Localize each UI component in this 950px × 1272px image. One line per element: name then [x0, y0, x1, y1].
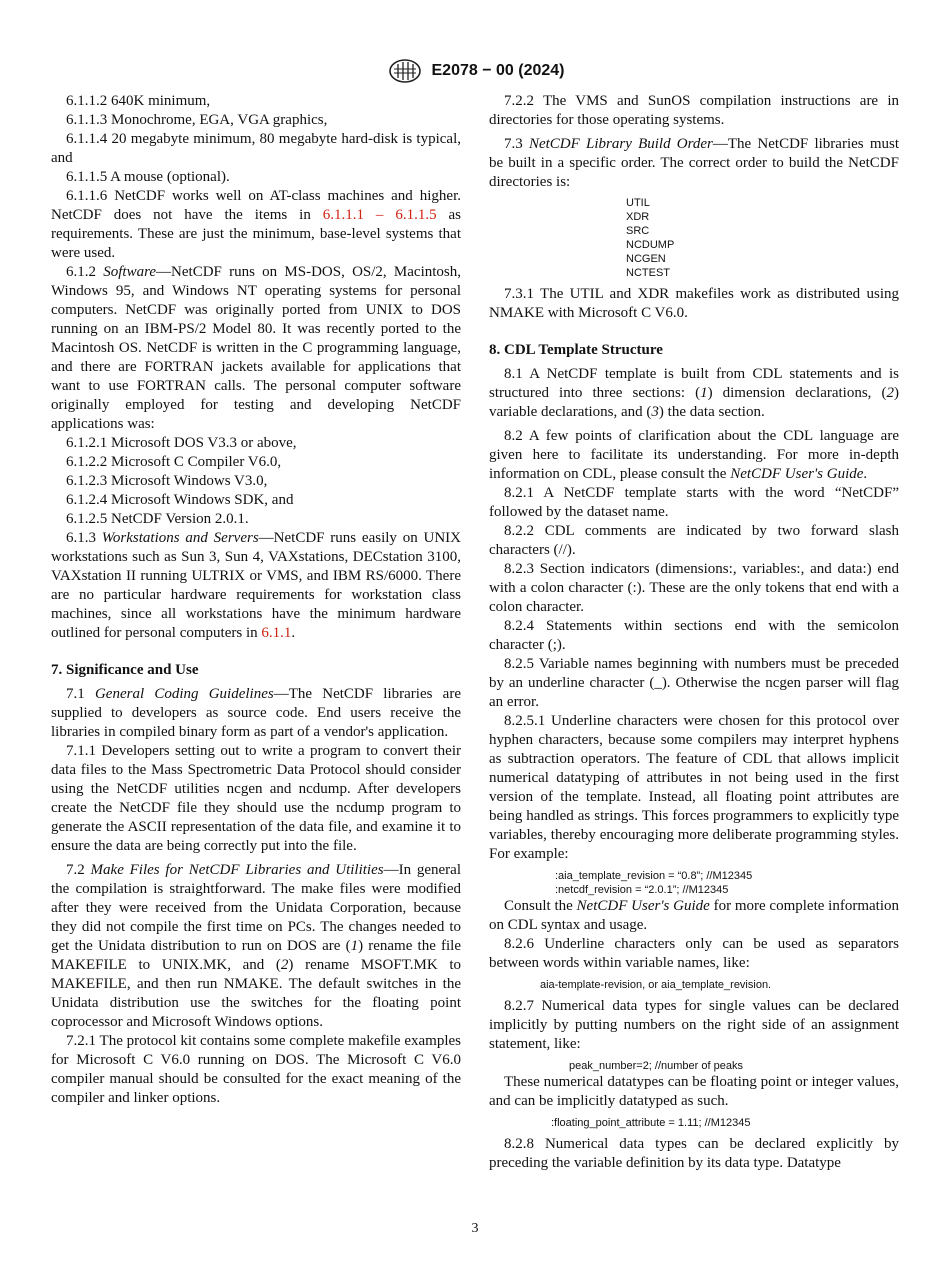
paragraph: 8.2.1 A NetCDF template starts with the word “NetCDF” followed by the dataset name. — [489, 485, 899, 520]
section-heading: 8. CDL Template Structure — [489, 342, 663, 358]
astm-logo-icon — [386, 57, 424, 85]
paragraph: 8.2.4 Statements within sections end with the semicolon character (;). — [489, 618, 899, 653]
subsection-title: Workstations and Servers — [101, 530, 259, 546]
paragraph: 7.2.1 The protocol kit contains some complete makefile examples for Microsoft C V6.0 running on DOS. The Microsoft C V6.0 compiler manual should be consulted for the exact meaning of the compiler and linker options. — [51, 1033, 461, 1106]
paragraph: These numerical datatypes can be floating point or integer values, and can be implicitly datatyped as such. — [489, 1074, 899, 1109]
paragraph: 6.1.1.4 20 megabyte minimum, 80 megabyte hard-disk is typical, and — [51, 131, 461, 166]
paragraph: 6.1.1.6 NetCDF works well on AT-class machines and higher. NetCDF does not have the items in 6.1.1.1 – 6.1.1.5 as requirements. These are just the minimum, base-level systems that were used. — [51, 188, 462, 261]
paragraph: 8.2.5.1 Underline characters were chosen for this protocol over hyphen characters, because some compilers may interpret hyphens as subtraction operators. The feature of CDL that allows implicit numerical datatyping of attributes in not being used in the first version of the template. Instead, all floating point attributes are being handled as strings. This forces programmers to explicitly type variables, thereby encouraging more deliberate programming styles. For example: — [489, 713, 899, 862]
paragraph: 7.1 General Coding Guidelines—The NetCDF libraries are supplied to developers as source code. End users receive the libraries in compiled binary form as part of a vendor's application. — [51, 686, 461, 740]
paragraph: 6.1.2.4 Microsoft Windows SDK, and — [66, 492, 294, 508]
section-heading: 7. Significance and Use — [51, 662, 199, 678]
code-line: :netcdf_revision = “2.0.1”; //M12345 — [555, 884, 729, 896]
paragraph: 8.2.3 Section indicators (dimensions:, variables:, and data:) end with a colon character (:). These are the only tokens that end with a colon character. — [489, 561, 899, 615]
cross-reference-link[interactable]: 6.1.1 — [261, 625, 292, 641]
paragraph: 8.1 A NetCDF template is built from CDL statements and is structured into three sections: (1) dimension declarations, (2) variable declarations, and (3) the data section. — [489, 366, 899, 420]
subsection-title: NetCDF Library Build Order — [528, 136, 713, 152]
subsection-title: Make Files for NetCDF Libraries and Utilities — [90, 862, 384, 878]
page-number: 3 — [471, 1221, 479, 1236]
list-item: NCTEST — [626, 267, 670, 279]
paragraph: 7.3.1 The UTIL and XDR makefiles work as distributed using NMAKE with Microsoft C V6.0. — [489, 286, 899, 321]
paragraph: 6.1.1.5 A mouse (optional). — [66, 169, 230, 185]
list-item: SRC — [626, 225, 650, 237]
document-title: NetCDF User's Guide — [730, 466, 864, 482]
list-item: NCDUMP — [626, 239, 675, 251]
code-example — [555, 869, 899, 897]
standard-designation: E2078 − 00 (2024) — [431, 62, 565, 79]
paragraph: 7.2.2 The VMS and SunOS compilation instructions are in directories for those operating systems. — [489, 93, 899, 128]
paragraph: 6.1.2.1 Microsoft DOS V3.3 or above, — [66, 435, 297, 451]
paragraph: 8.2.8 Numerical data types can be declared explicitly by preceding the variable definition by its data type. Datatype — [489, 1136, 899, 1171]
left-column — [51, 92, 461, 1108]
paragraph: 7.1.1 Developers setting out to write a program to convert their data files to the Mass Spectrometric Data Protocol should consider using the NetCDF utilities ncgen and ncdump. After developers create the NetCDF file they should use the ncdump program to generate the ASCII representation of the data file, and examine it to ensure the data are being correctly put into the file. — [51, 743, 461, 854]
list-item: UTIL — [626, 197, 650, 209]
paragraph: 8.2.6 Underline characters only can be used as separators between words within variable names, like: — [489, 936, 899, 971]
page-header — [0, 57, 950, 85]
paragraph: 8.2 A few points of clarification about the CDL language are given here to facilitate its understanding. For more in-depth information on CDL, please consult the NetCDF User's Guide. — [489, 428, 899, 482]
code-line: peak_number=2; //number of peaks — [569, 1060, 743, 1072]
paragraph: 6.1.2 Software—NetCDF runs on MS-DOS, OS/2, Macintosh, Windows 95, and Windows NT operating systems for personal computers. NetCDF was originally ported from UNIX to DOS running on an IBM-PS/2 Model 80. It was recently ported to the Macintosh OS. NetCDF is written in the C programming language, and there are FORTRAN jackets available for applications that want to use FORTRAN calls. The personal computer software originally employed for testing and developing NetCDF applications was: — [51, 264, 461, 432]
list-item: XDR — [626, 211, 650, 223]
subsection-title: General Coding Guidelines — [94, 686, 274, 702]
list-item: NCGEN — [626, 253, 666, 265]
code-example — [551, 1116, 899, 1130]
paragraph: 7.3 NetCDF Library Build Order—The NetCDF libraries must be built in a specific order. The correct order to build the NetCDF directories is: — [489, 136, 900, 190]
subsection-title: Software — [103, 264, 157, 280]
paragraph: 6.1.1.2 640K minimum, — [66, 93, 211, 109]
code-line: :floating_point_attribute = 1.11; //M12345 — [551, 1117, 751, 1129]
paragraph: 6.1.3 Workstations and Servers—NetCDF runs easily on UNIX workstations such as Sun 3, Sun 4, VAXstations, DECstation 3100, VAXstation II running ULTRIX or VMS, and IBM RS/6000. There are no particular hardware requirements for workstation class machines, since all workstations have the minimum hardware outlined for personal computers in 6.1.1. — [51, 530, 462, 641]
paragraph: 7.2 Make Files for NetCDF Libraries and Utilities—In general the compilation is straightforward. The make files were modified after they were received from the Unidata Corporation, because they did not compile the first time on PCs. The changes needed to get the Unidata distribution to run on DOS are (1) rename the file MAKEFILE to UNIX.MK, and (2) rename MSOFT.MK to MAKEFILE, and then run NMAKE. The default switches in the Unidata distribution use the switches for the floating point coprocessor and Microsoft Windows options. — [51, 862, 461, 1030]
code-example — [569, 1059, 899, 1073]
paragraph: 6.1.2.3 Microsoft Windows V3.0, — [66, 473, 268, 489]
cross-reference-link[interactable]: 6.1.1.1 – 6.1.1.5 — [322, 207, 437, 223]
paragraph: Consult the NetCDF User's Guide for more complete information on CDL syntax and usage. — [489, 898, 899, 933]
directory-list — [626, 196, 899, 280]
code-line: :aia_template_revision = “0.8”; //M12345 — [555, 870, 753, 882]
code-example — [540, 978, 899, 992]
paragraph: 8.2.7 Numerical data types for single values can be declared implicitly by putting numbers on the right side of an assignment statement, like: — [489, 998, 899, 1052]
paragraph: 6.1.2.2 Microsoft C Compiler V6.0, — [66, 454, 282, 470]
right-column — [489, 92, 899, 1173]
document-title: NetCDF User's Guide — [576, 898, 710, 914]
code-line: aia-template-revision, or aia_template_revision. — [540, 979, 772, 991]
paragraph: 6.1.1.3 Monochrome, EGA, VGA graphics, — [66, 112, 328, 128]
paragraph: 8.2.2 CDL comments are indicated by two forward slash characters (//). — [489, 523, 899, 558]
paragraph: 6.1.2.5 NetCDF Version 2.0.1. — [66, 511, 249, 527]
paragraph: 8.2.5 Variable names beginning with numbers must be preceded by an underline character (_). Otherwise the ncgen parser will flag an error. — [489, 656, 899, 710]
